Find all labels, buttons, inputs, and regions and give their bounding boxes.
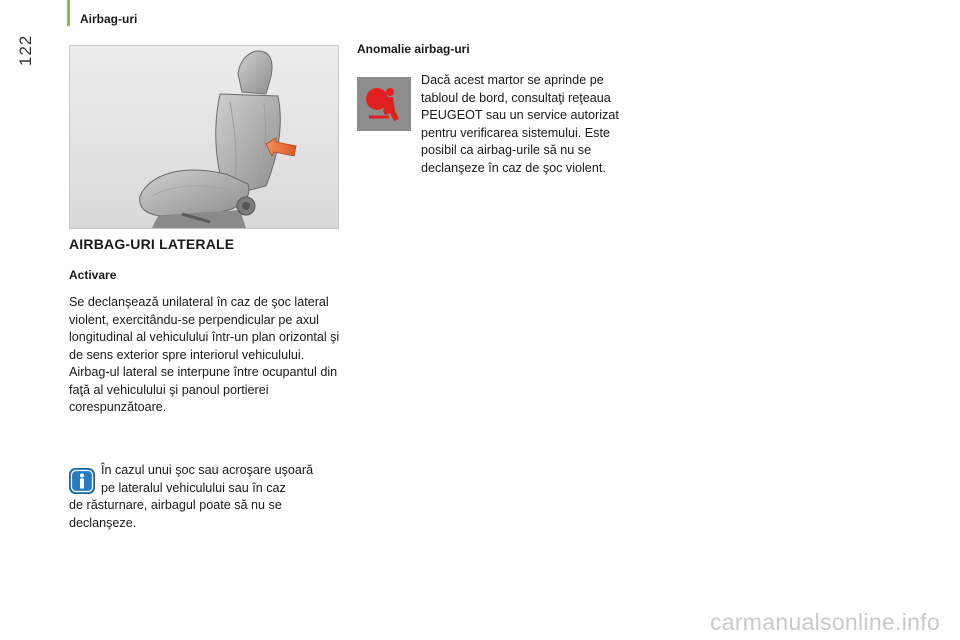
section-title-side-airbags: AIRBAG-URI LATERALE — [69, 236, 235, 252]
chapter-title: Airbag-uri — [80, 12, 138, 26]
watermark: carmanualsonline.info — [709, 609, 940, 635]
seat-illustration — [69, 45, 339, 229]
airbag-warning-icon — [357, 77, 411, 131]
chapter-accent-bar — [67, 0, 70, 26]
section-title-airbag-fault: Anomalie airbag-uri — [357, 42, 470, 56]
activation-text — [69, 294, 349, 417]
activation-paragraph-1: Se declanşează unilateral în caz de şoc lateral violent, exercitându-se perpendicular pe axul longitudinal al vehiculului într-un plan orizontal şi de sens exterior spre interiorul vehiculului. — [69, 295, 340, 362]
info-note-line-2: pe lateralul vehiculului sau în caz — [101, 480, 286, 495]
activation-paragraph-2: Airbag-ul lateral se interpune între ocupantul din faţă al vehiculului şi panoul portierei corespunzătoare. — [69, 365, 338, 414]
subsection-title-activation: Activare — [69, 268, 117, 282]
info-note — [69, 462, 349, 532]
seat-drawing — [70, 46, 338, 228]
airbag-warning-lamp — [357, 77, 411, 131]
info-note-rest: de răsturnare, airbagul poate să nu se declanşeze. — [69, 498, 282, 530]
airbag-fault-text: Dacă acest martor se aprinde pe tabloul de bord, consultaţi reţeaua PEUGEOT sau un service autorizat pentru verificarea sistemului. Este posibil ca airbag-urile să nu se declanşeze în caz de şoc violent. — [421, 73, 619, 175]
info-note-line-1: În cazul unui şoc sau acroşare uşoară — [101, 463, 314, 477]
page-number: 122 — [16, 34, 35, 66]
